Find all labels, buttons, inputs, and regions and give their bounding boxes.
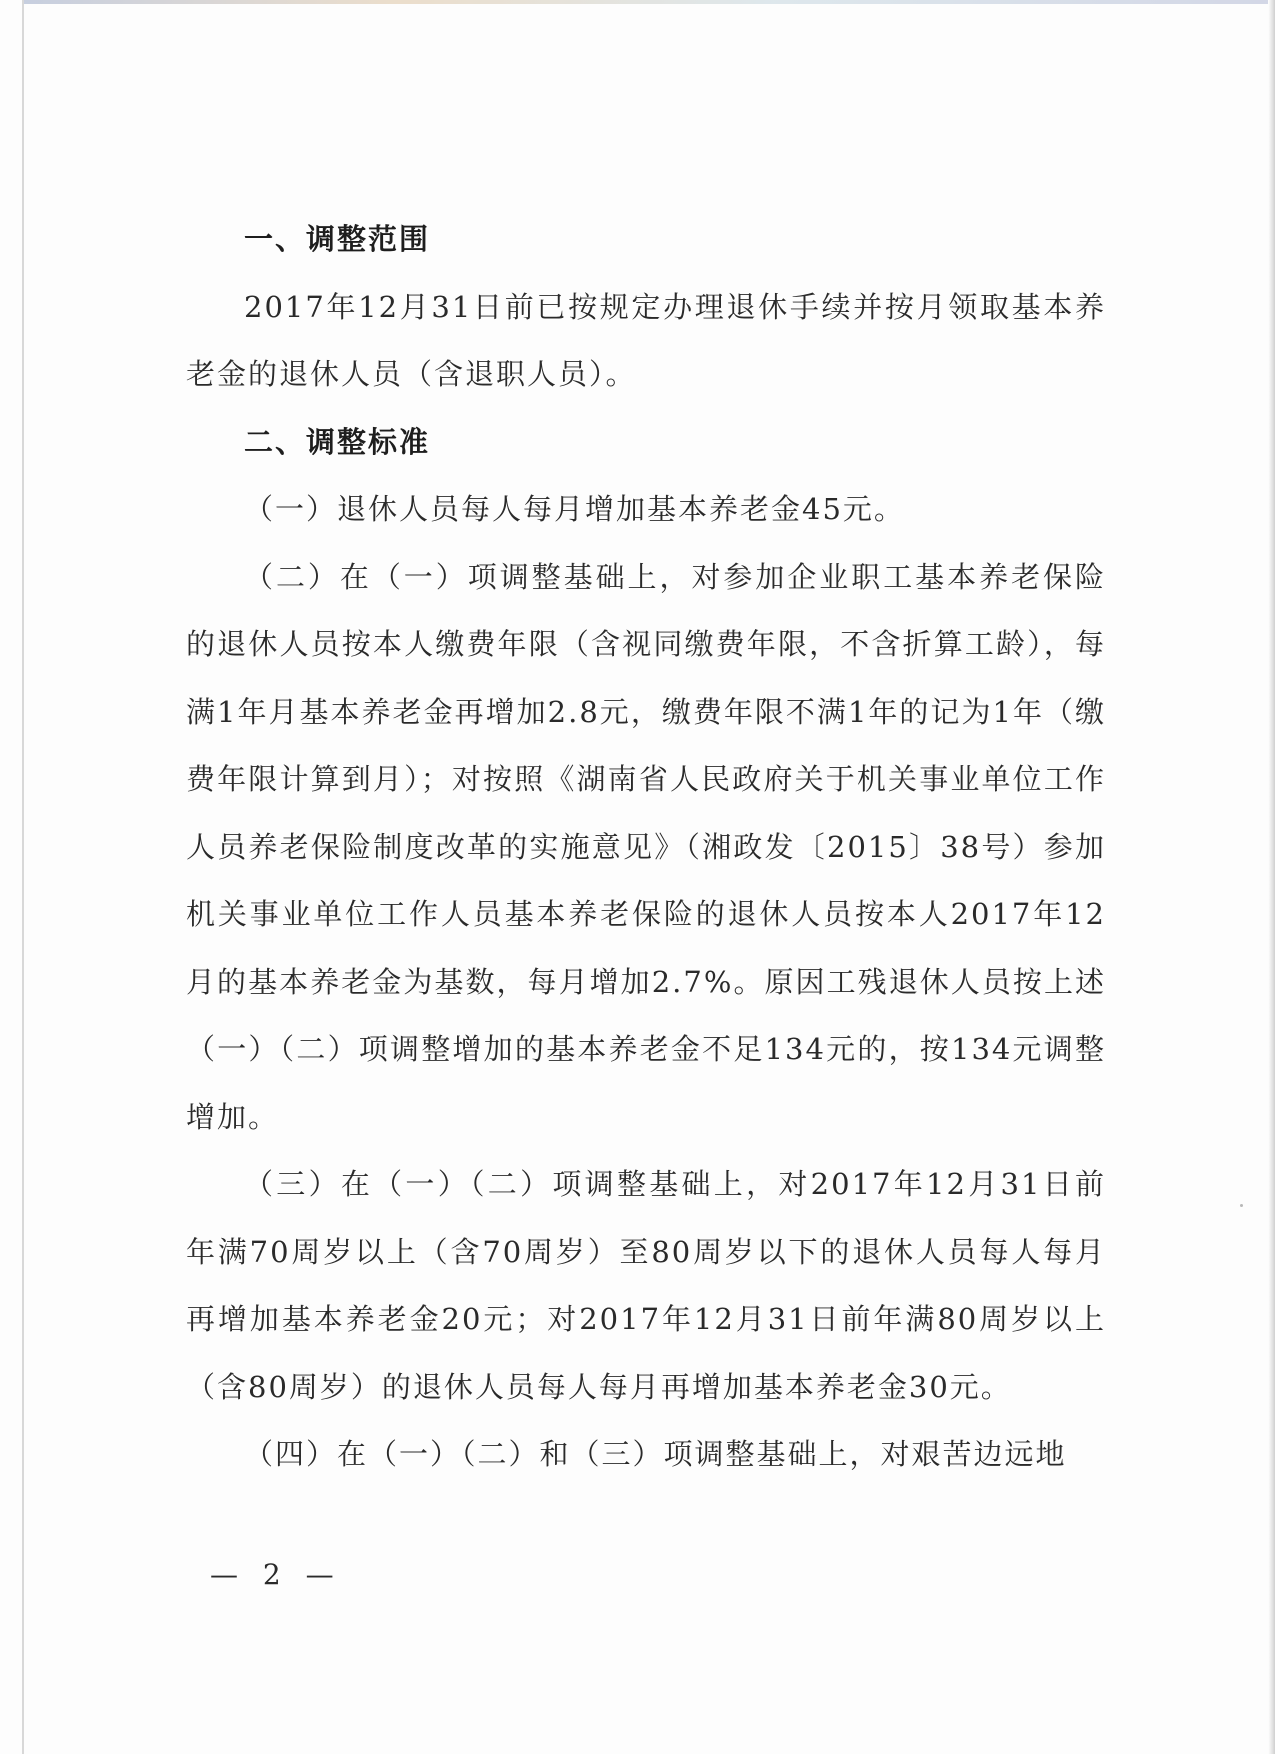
- page-number: — 2 —: [210, 1558, 342, 1591]
- section-heading-standard: 二、调整标准: [244, 424, 431, 459]
- paragraph-standard-2: （二）在（一）项调整基础上，对参加企业职工基本养老保险的退休人员按本人缴费年限（含视同缴费年限，不含折算工龄），每满1年月基本养老金再增加2.8元，缴费年限不满1年的记为1年（缴费年限计算到月）；对按照《湖南省人民政府关于机关事业单位工作人员养老保险制度改革的实施意见》（湘政发〔2015〕38号）参加机关事业单位工作人员基本养老保险的退休人员按本人2017年12月的基本养老金为基数，每月增加2.7%。原因工残退休人员按上述（一）（二）项调整增加的基本养老金不足134元的，按134元调整增加。: [186, 559, 1106, 1134]
- scan-right-edge: [1268, 0, 1275, 1754]
- paragraph-standard-1: （一）退休人员每人每月增加基本养老金45元。: [244, 492, 905, 526]
- section-heading-scope: 一、调整范围: [244, 222, 431, 256]
- paragraph-scope: 2017年12月31日前已按规定办理退休手续并按月领取基本养老金的退休人员（含退职人员）。: [186, 289, 1106, 391]
- scan-top-edge: [22, 0, 1275, 4]
- paragraph-standard-4: （四）在（一）（二）和（三）项调整基础上，对艰苦边远地: [244, 1437, 1067, 1471]
- document-body: [186, 206, 1106, 1489]
- scan-left-edge: [22, 0, 24, 1754]
- paragraph-standard-3: （三）在（一）（二）项调整基础上，对2017年12月31日前年满70周岁以上（含70周岁）至80周岁以下的退休人员每人每月再增加基本养老金20元；对2017年12月31日前年满80周岁以上（含80周岁）的退休人员每人每月再增加基本养老金30元。: [186, 1167, 1106, 1404]
- scan-speck: [1240, 1204, 1243, 1207]
